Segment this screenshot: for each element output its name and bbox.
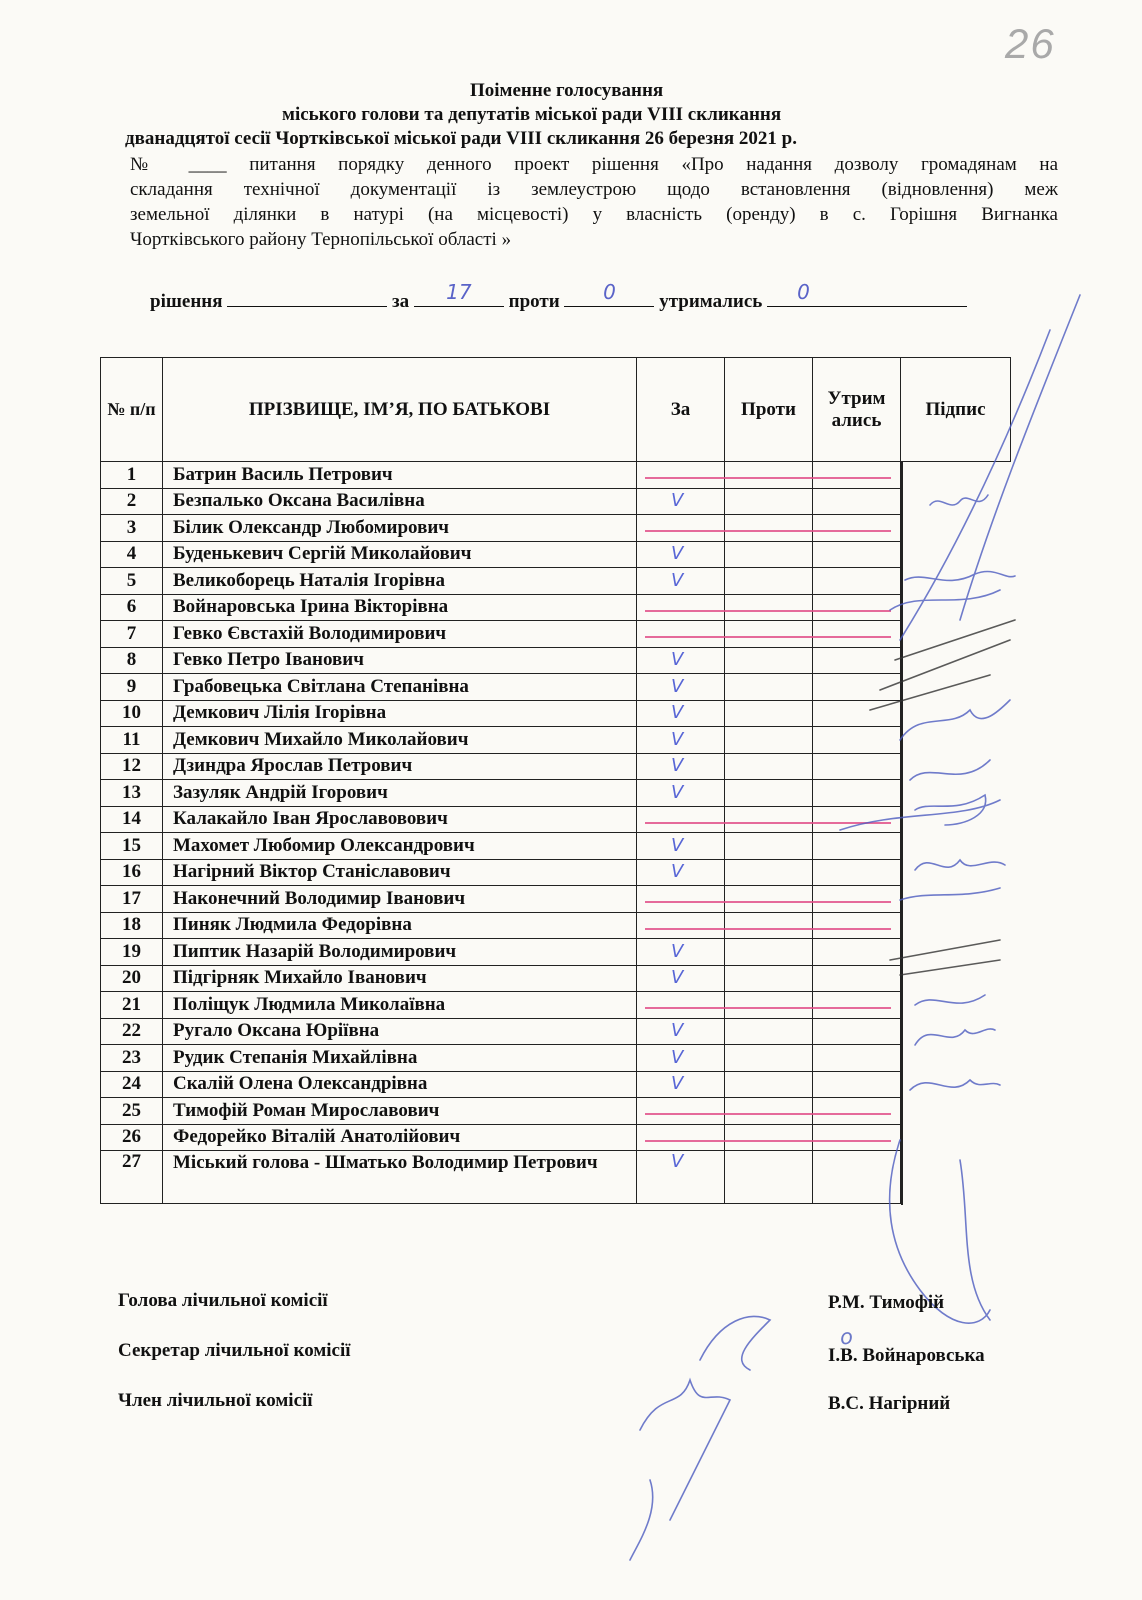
vote-mark: V (671, 702, 684, 724)
vote-against-cell (725, 1098, 813, 1125)
for-blank (414, 280, 504, 307)
vote-abstained-cell (813, 1018, 901, 1045)
member-name: Рудик Степанія Михайлівна (163, 1045, 637, 1072)
vote-for-cell (637, 1045, 725, 1072)
vote-against-cell (725, 621, 813, 648)
signature-cell (901, 1098, 903, 1126)
vote-for-cell (637, 1124, 725, 1151)
vote-for-cell (637, 833, 725, 860)
member-name: Демкович Михайло Миколайович (163, 727, 637, 754)
strike-line (645, 636, 892, 638)
row-number: 22 (101, 1018, 163, 1045)
abstained-blank (767, 280, 967, 307)
table-row (101, 462, 1011, 489)
member-name: Демкович Лілія Ігорівна (163, 700, 637, 727)
header-signature: Підпис (901, 358, 1011, 462)
vote-for-cell (637, 806, 725, 833)
vote-against-cell (725, 806, 813, 833)
vote-against-cell (725, 1045, 813, 1072)
vote-for-cell (637, 1098, 725, 1125)
member-name: Скалій Олена Олександрівна (163, 1071, 637, 1098)
row-number: 6 (101, 594, 163, 621)
table-row (101, 939, 1011, 966)
table-row (101, 912, 1011, 939)
vote-for-cell (637, 647, 725, 674)
vote-against-cell (725, 568, 813, 595)
vote-for-cell (637, 700, 725, 727)
chair-label: Голова лічильної комісії (118, 1290, 328, 1311)
signature-cell (901, 568, 903, 596)
table-header-row (101, 358, 1011, 462)
vote-abstained-cell (813, 647, 901, 674)
signature-cell (901, 939, 903, 967)
vote-for-cell (637, 886, 725, 913)
member-name: Пиптик Назарій Володимирович (163, 939, 637, 966)
table-row (101, 886, 1011, 913)
vote-table-body (101, 462, 1011, 1204)
row-number: 18 (101, 912, 163, 939)
vote-for-cell (637, 992, 725, 1019)
signature-cell (901, 700, 903, 728)
vote-abstained-cell (813, 674, 901, 701)
row-number: 1 (101, 462, 163, 489)
vote-mark: V (671, 861, 684, 883)
vote-against-cell (725, 1018, 813, 1045)
row-number: 21 (101, 992, 163, 1019)
member-name: Наконечний Володимир Іванович (163, 886, 637, 913)
handwritten-note: о (838, 1324, 854, 1350)
against-blank (564, 280, 654, 307)
vote-abstained-cell (813, 1045, 901, 1072)
table-row (101, 780, 1011, 807)
member-name: Білик Олександр Любомирович (163, 515, 637, 542)
vote-against-cell (725, 859, 813, 886)
vote-mark: V (671, 755, 684, 777)
vote-abstained-cell (813, 594, 901, 621)
strike-line (645, 610, 892, 612)
strike-line (645, 1140, 892, 1142)
vote-against-cell (725, 780, 813, 807)
member-name: Зазуляк Андрій Ігорович (163, 780, 637, 807)
for-label: за (392, 291, 410, 312)
agenda-question (130, 152, 1058, 252)
signature-cell (901, 1071, 903, 1099)
strike-line (645, 530, 892, 532)
vote-abstained-cell (813, 541, 901, 568)
member-name: Буденькевич Сергій Миколайович (163, 541, 637, 568)
signature-cell (901, 1045, 903, 1073)
vote-mark: V (671, 1151, 684, 1172)
signature-cell (901, 647, 903, 675)
vote-for-cell (637, 965, 725, 992)
vote-abstained-cell (813, 1151, 901, 1204)
member-name: Гевко Петро Іванович (163, 647, 637, 674)
member-name: Міський голова - Шматько Володимир Петрович (163, 1151, 637, 1204)
vote-against-cell (725, 488, 813, 515)
signature-cell (901, 674, 903, 702)
vote-for-cell (637, 515, 725, 542)
vote-for-cell (637, 674, 725, 701)
member-name: В.С. Нагірний (828, 1393, 951, 1414)
vote-abstained-cell (813, 939, 901, 966)
strike-line (645, 901, 892, 903)
vote-mark: V (671, 569, 684, 591)
row-number: 19 (101, 939, 163, 966)
question-line: складання технічної документації із землеустрою щодо встановлення (відновлення) меж (130, 179, 1058, 200)
strike-line (645, 822, 892, 824)
vote-mark: V (671, 1073, 684, 1095)
row-number: 14 (101, 806, 163, 833)
vote-mark: V (671, 649, 684, 671)
strike-line (645, 477, 892, 479)
table-row (101, 1151, 1011, 1204)
vote-for-cell (637, 1018, 725, 1045)
header-num: № п/п (101, 358, 163, 462)
member-name: Батрин Василь Петрович (163, 462, 637, 489)
vote-for-cell (637, 594, 725, 621)
vote-against-cell (725, 515, 813, 542)
table-row (101, 700, 1011, 727)
vote-abstained-cell (813, 806, 901, 833)
vote-mark: V (671, 834, 684, 856)
title-line-2: міського голови та депутатів міської ради VIII скликання (282, 104, 782, 125)
header-against: Проти (725, 358, 813, 462)
table-row (101, 859, 1011, 886)
row-number: 7 (101, 621, 163, 648)
member-name: Поліщук Людмила Миколаївна (163, 992, 637, 1019)
row-number: 13 (101, 780, 163, 807)
row-number: 27 (101, 1151, 163, 1204)
signature-cell (901, 753, 903, 781)
row-number: 11 (101, 727, 163, 754)
vote-abstained-cell (813, 886, 901, 913)
row-number: 3 (101, 515, 163, 542)
vote-for-cell (637, 1151, 725, 1204)
table-row (101, 992, 1011, 1019)
signature-cell (901, 780, 903, 808)
vote-against-cell (725, 939, 813, 966)
vote-mark: V (671, 781, 684, 803)
table-row (101, 727, 1011, 754)
signature-cell (901, 806, 903, 834)
vote-against-cell (725, 541, 813, 568)
vote-abstained-cell (813, 727, 901, 754)
row-number: 2 (101, 488, 163, 515)
strike-line (645, 1113, 892, 1115)
row-number: 12 (101, 753, 163, 780)
vote-abstained-cell (813, 1098, 901, 1125)
vote-abstained-cell (813, 859, 901, 886)
table-row (101, 647, 1011, 674)
header-abstained: Утримались (813, 358, 901, 462)
signature-cell (901, 1124, 903, 1152)
member-name: Махомет Любомир Олександрович (163, 833, 637, 860)
vote-against-cell (725, 833, 813, 860)
vote-abstained-cell (813, 488, 901, 515)
header-for: За (637, 358, 725, 462)
row-number: 26 (101, 1124, 163, 1151)
table-row (101, 541, 1011, 568)
member-name: Федорейко Віталій Анатолійович (163, 1124, 637, 1151)
table-row (101, 1124, 1011, 1151)
question-line: № ____ питання порядку денного проект рішення «Про надання дозволу громадянам на (130, 154, 1058, 175)
decision-line (150, 280, 1050, 313)
vote-mark: V (671, 1020, 684, 1042)
signature-cell (901, 727, 903, 755)
member-name: Нагірний Віктор Станіславович (163, 859, 637, 886)
member-name: Ругало Оксана Юріївна (163, 1018, 637, 1045)
vote-against-cell (725, 965, 813, 992)
vote-abstained-cell (813, 780, 901, 807)
vote-for-cell (637, 727, 725, 754)
vote-abstained-cell (813, 462, 901, 489)
member-name: Грабовецька Світлана Степанівна (163, 674, 637, 701)
vote-mark: V (671, 675, 684, 697)
vote-abstained-cell (813, 515, 901, 542)
vote-against-cell (725, 1151, 813, 1204)
vote-for-cell (637, 780, 725, 807)
vote-for-cell (637, 859, 725, 886)
table-row (101, 674, 1011, 701)
vote-abstained-cell (813, 965, 901, 992)
row-number: 20 (101, 965, 163, 992)
vote-against-cell (725, 1071, 813, 1098)
signature-cell (901, 1151, 903, 1205)
vote-mark: V (671, 1046, 684, 1068)
vote-against-cell (725, 700, 813, 727)
vote-abstained-cell (813, 833, 901, 860)
member-name: Безпалько Оксана Василівна (163, 488, 637, 515)
signature-cell (901, 462, 903, 490)
strike-line (645, 928, 892, 930)
member-name: Дзиндра Ярослав Петрович (163, 753, 637, 780)
signature-cell (901, 621, 903, 649)
vote-against-cell (725, 727, 813, 754)
signature-cell (901, 886, 903, 914)
table-row (101, 621, 1011, 648)
vote-for-cell (637, 462, 725, 489)
table-row (101, 806, 1011, 833)
page-number: 26 (1005, 20, 1056, 67)
title-line-1: Поіменне голосування (470, 80, 664, 101)
vote-against-cell (725, 992, 813, 1019)
question-line: Чортківського району Тернопільської області » (130, 229, 512, 250)
member-name: Пиняк Людмила Федорівна (163, 912, 637, 939)
vote-against-cell (725, 886, 813, 913)
secretary-name: І.В. Войнаровська (828, 1345, 985, 1366)
vote-mark: V (671, 728, 684, 750)
vote-for-cell (637, 939, 725, 966)
strike-line (645, 1007, 892, 1009)
abstained-label: утримались (659, 291, 763, 312)
row-number: 10 (101, 700, 163, 727)
row-number: 16 (101, 859, 163, 886)
signature-cell (901, 965, 903, 993)
vote-table (100, 357, 1011, 1204)
signature-cell (901, 833, 903, 861)
vote-for-cell (637, 912, 725, 939)
secretary-label: Секретар лічильної комісії (118, 1340, 351, 1361)
row-number: 17 (101, 886, 163, 913)
vote-for-cell (637, 488, 725, 515)
signature-cell (901, 541, 903, 569)
table-row (101, 1098, 1011, 1125)
signature-cell (901, 1018, 903, 1046)
row-number: 8 (101, 647, 163, 674)
abstained-count: 0 (797, 280, 810, 304)
vote-abstained-cell (813, 1071, 901, 1098)
vote-abstained-cell (813, 568, 901, 595)
vote-for-cell (637, 568, 725, 595)
vote-against-cell (725, 753, 813, 780)
member-name: Великоборець Наталія Ігорівна (163, 568, 637, 595)
against-label: проти (508, 291, 560, 312)
vote-for-cell (637, 541, 725, 568)
table-row (101, 568, 1011, 595)
member-label: Член лічильної комісії (118, 1390, 313, 1411)
table-row (101, 753, 1011, 780)
vote-against-cell (725, 462, 813, 489)
signature-cell (901, 992, 903, 1020)
vote-mark: V (671, 543, 684, 565)
row-number: 5 (101, 568, 163, 595)
table-row (101, 833, 1011, 860)
vote-mark: V (671, 940, 684, 962)
question-line: земельної ділянки в натурі (на місцевості) у власність (оренду) в с. Горішня Вигнанка (130, 204, 1058, 225)
member-name: Тимофій Роман Мирославович (163, 1098, 637, 1125)
vote-abstained-cell (813, 700, 901, 727)
title-line-3: дванадцятої сесії Чортківської міської ради VIII скликання 26 березня 2021 р. (125, 128, 797, 149)
table-row (101, 1018, 1011, 1045)
row-number: 15 (101, 833, 163, 860)
table-row (101, 965, 1011, 992)
member-name: Гевко Євстахій Володимирович (163, 621, 637, 648)
row-number: 4 (101, 541, 163, 568)
row-number: 24 (101, 1071, 163, 1098)
member-name: Підгірняк Михайло Іванович (163, 965, 637, 992)
row-number: 25 (101, 1098, 163, 1125)
vote-for-cell (637, 1071, 725, 1098)
vote-for-cell (637, 621, 725, 648)
vote-against-cell (725, 647, 813, 674)
vote-abstained-cell (813, 621, 901, 648)
against-count: 0 (603, 280, 616, 304)
row-number: 9 (101, 674, 163, 701)
vote-mark: V (671, 967, 684, 989)
for-count: 17 (446, 280, 472, 304)
vote-against-cell (725, 912, 813, 939)
header-name: ПРІЗВИЩЕ, ІМ’Я, ПО БАТЬКОВІ (163, 358, 637, 462)
chair-name: Р.М. Тимофій (828, 1292, 945, 1313)
table-row (101, 488, 1011, 515)
vote-against-cell (725, 594, 813, 621)
vote-mark: V (671, 490, 684, 512)
vote-for-cell (637, 753, 725, 780)
signature-cell (901, 488, 903, 516)
table-row (101, 594, 1011, 621)
member-name: Калакайло Іван Ярославовович (163, 806, 637, 833)
signature-cell (901, 515, 903, 543)
vote-abstained-cell (813, 912, 901, 939)
decision-label: рішення (150, 291, 223, 312)
table-row (101, 1045, 1011, 1072)
row-number: 23 (101, 1045, 163, 1072)
vote-abstained-cell (813, 1124, 901, 1151)
vote-against-cell (725, 674, 813, 701)
vote-abstained-cell (813, 992, 901, 1019)
signature-cell (901, 594, 903, 622)
table-row (101, 1071, 1011, 1098)
signature-cell (901, 912, 903, 940)
member-name: Войнаровська Ірина Вікторівна (163, 594, 637, 621)
decision-blank (227, 288, 387, 307)
signature-cell (901, 859, 903, 887)
vote-abstained-cell (813, 753, 901, 780)
table-row (101, 515, 1011, 542)
vote-against-cell (725, 1124, 813, 1151)
